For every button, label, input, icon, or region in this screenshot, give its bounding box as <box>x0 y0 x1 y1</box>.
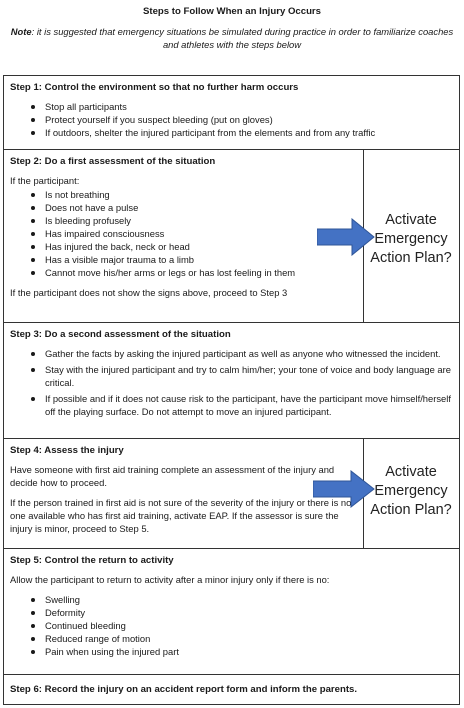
steps-table <box>3 75 460 705</box>
step-5-list <box>10 593 453 658</box>
note-label: Note <box>10 26 32 37</box>
step-4-paragraph-1: Have someone with first aid training complete an assessment of the injury and decide how to proceed. <box>10 464 335 488</box>
step-6-heading: Step 6: Record the injury on an accident report form and inform the parents. <box>10 684 358 695</box>
note-text: : it is suggested that emergency situations be simulated during practice in order to familiarize coaches and athletes with the steps below <box>31 26 454 50</box>
list-item: Has injured the back, neck or head <box>10 240 357 253</box>
step-3-heading: Step 3: Do a second assessment of the situation <box>10 329 231 340</box>
list-item: If possible and if it does not cause risk to the participant, have the participant move himself/herself off the playing surface. Do not attempt to move an injured participant. <box>10 392 453 418</box>
list-item: Swelling <box>10 593 453 606</box>
list-item: Cannot move his/her arms or legs or has lost feeling in them <box>10 266 357 279</box>
list-item: Is bleeding profusely <box>10 214 357 227</box>
step-1-list <box>10 100 453 139</box>
list-item: Gather the facts by asking the injured participant as well as anyone who witnessed the incident. <box>10 347 453 360</box>
eap-line: Action Plan? <box>370 250 452 266</box>
activate-eap-label <box>358 463 464 520</box>
step-4-heading: Step 4: Assess the injury <box>10 445 124 456</box>
step-6-section <box>4 674 459 704</box>
eap-line: Emergency <box>374 483 448 499</box>
note-paragraph <box>8 26 456 51</box>
list-item: Has a visible major trauma to a limb <box>10 253 357 266</box>
list-item: Reduced range of motion <box>10 632 453 645</box>
list-item: Does not have a pulse <box>10 201 357 214</box>
page-title: Steps to Follow When an Injury Occurs <box>142 6 322 17</box>
eap-line: Activate <box>385 212 437 228</box>
activate-eap-label <box>358 211 464 268</box>
list-item: Stay with the injured participant and try to calm him/her; your tone of voice and body language are critical. <box>10 363 453 389</box>
step-2-outro: If the participant does not show the signs above, proceed to Step 3 <box>10 287 288 298</box>
step-2-intro: If the participant: <box>10 175 80 186</box>
step-5-heading: Step 5: Control the return to activity <box>10 555 174 566</box>
list-item: Continued bleeding <box>10 619 453 632</box>
step-5-section <box>4 548 459 674</box>
list-item: Pain when using the injured part <box>10 645 453 658</box>
eap-line: Activate <box>385 464 437 480</box>
step-3-section <box>4 322 459 438</box>
step-2-heading: Step 2: Do a first assessment of the situation <box>10 156 216 167</box>
step-2-list <box>10 188 357 279</box>
eap-line: Action Plan? <box>370 502 452 518</box>
step-5-intro: Allow the participant to return to activity after a minor injury only if there is no: <box>10 574 330 585</box>
list-item: Stop all participants <box>10 100 453 113</box>
step-3-list <box>10 347 453 418</box>
list-item: If outdoors, shelter the injured participant from the elements and from any traffic <box>10 126 453 139</box>
step-1-section <box>4 76 459 149</box>
step-4-paragraph-2: If the person trained in first aid is not sure of the severity of the injury or there is no one available who has first aid training, activate EAP. If the assessor is sure the injury is minor, proceed to Step 5. <box>10 497 352 534</box>
eap-line: Emergency <box>374 231 448 247</box>
list-item: Has impaired consciousness <box>10 227 357 240</box>
list-item: Is not breathing <box>10 188 357 201</box>
list-item: Deformity <box>10 606 453 619</box>
step-1-heading: Step 1: Control the environment so that no further harm occurs <box>10 82 299 93</box>
list-item: Protect yourself if you suspect bleeding (put on gloves) <box>10 113 453 126</box>
